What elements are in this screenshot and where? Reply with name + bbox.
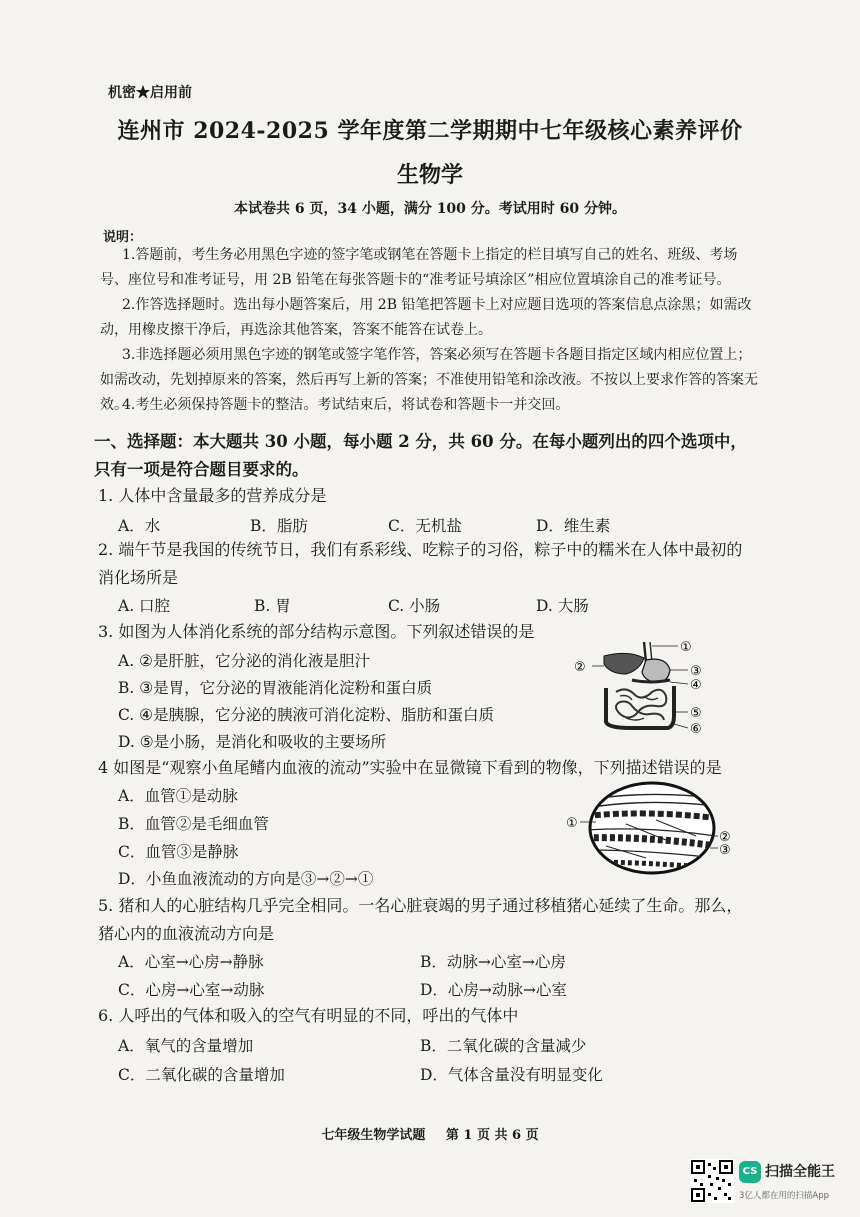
q1-option-c: C．无机盐 (388, 517, 462, 535)
q3-option-d: D. ⑤是小肠，是消化和吸收的主要场所 (118, 733, 387, 751)
digestive-label-3: ③ (690, 664, 702, 679)
q6-option-c: C．二氧化碳的含量增加 (118, 1066, 285, 1084)
digestive-system-diagram (570, 636, 720, 736)
q4-option-d: D．小鱼血液流动的方向是③→②→① (118, 870, 374, 888)
fish-label-1: ① (566, 816, 578, 831)
page-footer (0, 1124, 860, 1143)
fish-label-2: ② (719, 830, 731, 845)
q1-option-d: D．维生素 (536, 517, 611, 535)
question-1-stem: 1. 人体中含量最多的营养成分是 (98, 486, 327, 505)
q3-option-c: C. ④是胰腺，它分泌的胰液可消化淀粉、脂肪和蛋白质 (118, 706, 495, 724)
q2-option-d: D. 大肠 (536, 597, 589, 615)
q5-option-b: B．动脉→心室→心房 (420, 953, 566, 971)
notes-heading: 说明： (103, 230, 143, 245)
fish-tail-blood-flow-diagram (566, 780, 736, 880)
q1-option-b: B．脂肪 (250, 517, 308, 535)
question-4-stem: 4 如图是“观察小鱼尾鳍内血液的流动”实验中在显微镜下看到的物像，下列描述错误的是 (98, 758, 722, 777)
camscanner-tagline: 3亿人都在用的扫描App (739, 1191, 830, 1201)
q4-option-c: C．血管③是静脉 (118, 843, 239, 861)
note-1: 1.答题前，考生务必用黑色字迹的签字笔或钢笔在答题卡上指定的栏目填写自己的姓名、班级、考场号、座位号和准考证号，用 2B 铅笔在每张答题卡的“准考证号填涂区”相应位置填涂自己的准考证号。 (100, 247, 738, 288)
q6-option-d: D．气体含量没有明显变化 (420, 1066, 603, 1084)
q3-option-b: B. ③是胃，它分泌的胃液能消化淀粉和蛋白质 (118, 679, 433, 697)
qr-code-icon (690, 1159, 734, 1203)
note-3: 3.非选择题必须用黑色字迹的钢笔或签字笔作答，答案必须写在答题卡各题目指定区域内相应位置上；如需改动，先划掉原来的答案，然后再写上新的答案；不准使用铅笔和涂改液。不按以上要求作答的答案无效。 (100, 347, 758, 413)
question-2-stem: 2. 端午节是我国的传统节日，我们有系彩线、吃粽子的习俗，粽子中的糯米在人体中最初的消化场所是 (98, 540, 743, 587)
digestive-label-5: ⑤ (690, 706, 702, 721)
q4-option-b: B．血管②是毛细血管 (118, 815, 269, 833)
question-6-stem: 6. 人呼出的气体和吸入的空气有明显的不同，呼出的气体中 (98, 1006, 519, 1025)
confidential-mark: 机密★启用前 (108, 85, 192, 101)
question-5-stem: 5. 猪和人的心脏结构几乎完全相同。一名心脏衰竭的男子通过移植猪心延续了生命。那么，猪心内的血液流动方向是 (98, 896, 743, 943)
subject-title: 生物学 (396, 162, 463, 188)
q6-option-a: A．氧气的含量增加 (118, 1037, 254, 1055)
exam-info: 本试卷共 6 页，34 小题，满分 100 分。考试用时 60 分钟。 (233, 201, 627, 217)
question-3-stem: 3. 如图为人体消化系统的部分结构示意图。下列叙述错误的是 (98, 622, 535, 641)
q5-option-a: A．心室→心房→静脉 (118, 953, 264, 971)
digestive-label-4: ④ (690, 678, 702, 693)
q2-option-b: B. 胃 (254, 597, 291, 615)
note-2: 2.作答选择题时。选出每小题答案后，用 2B 铅笔把答题卡上对应题目选项的答案信息点涂黑；如需改动，用橡皮擦干净后，再选涂其他答案，答案不能答在试卷上。 (100, 297, 752, 338)
footer-page-number: 第 1 页 共 6 页 (445, 1128, 539, 1143)
q1-option-a: A．水 (118, 517, 161, 535)
q2-option-c: C. 小肠 (388, 597, 441, 615)
q3-option-a: A. ②是肝脏，它分泌的消化液是胆汁 (118, 652, 370, 670)
camscanner-logo-icon: CS (739, 1161, 761, 1183)
q4-option-a: A．血管①是动脉 (118, 787, 238, 805)
q5-option-d: D．心房→动脉→心室 (420, 981, 567, 999)
section-1-heading: 一、选择题：本大题共 30 小题，每小题 2 分，共 60 分。在每小题列出的四个选项中，只有一项是符合题目要求的。 (94, 432, 747, 479)
q5-option-c: C．心房→心室→动脉 (118, 981, 265, 999)
note-4: 4.考生必须保持答题卡的整洁。考试结束后，将试卷和答题卡一并交回。 (122, 397, 570, 413)
digestive-label-6: ⑥ (690, 722, 702, 736)
digestive-label-1: ① (680, 640, 692, 655)
fish-label-3: ③ (719, 843, 731, 858)
exam-title: 连州市 2024-2025 学年度第二学期期中七年级核心素养评价 (117, 118, 743, 144)
footer-paper-name: 七年级生物学试题 (321, 1128, 426, 1143)
camscanner-name: 扫描全能王 (765, 1164, 835, 1180)
q2-option-a: A. 口腔 (118, 597, 171, 615)
digestive-label-2: ② (574, 660, 586, 675)
q6-option-b: B．二氧化碳的含量减少 (420, 1037, 587, 1055)
